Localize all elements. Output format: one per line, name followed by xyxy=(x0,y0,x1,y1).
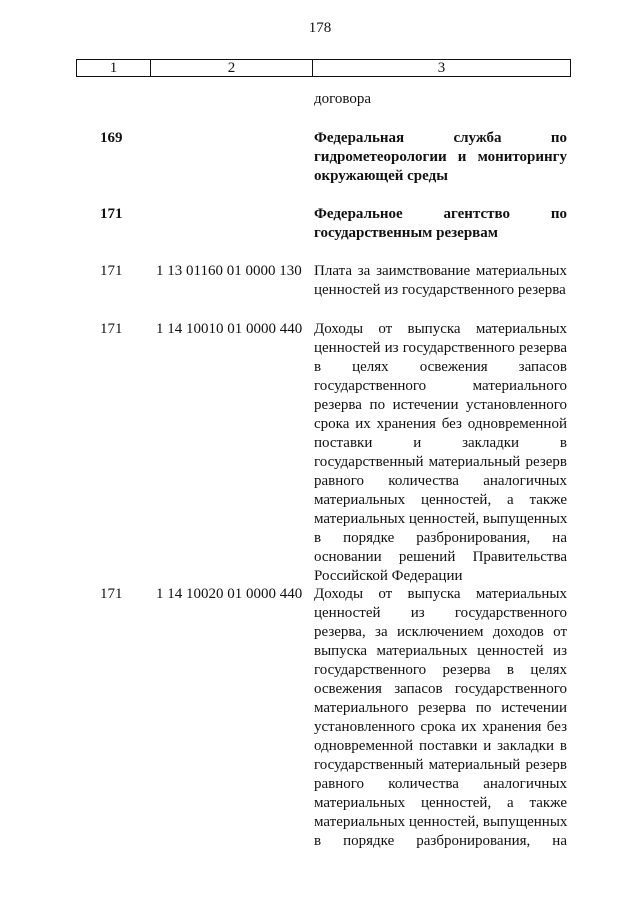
row-description xyxy=(314,129,567,186)
description-line: освежения запасов государственного xyxy=(314,681,567,697)
description-line: основании решений Правительства xyxy=(314,549,567,565)
description-line: государственного резерва в целях xyxy=(314,662,567,678)
description-line: материальных ценностей, выпущенных xyxy=(314,511,568,527)
description-line: в порядке разбронирования, на xyxy=(314,833,567,849)
revenue-code: 1 14 10010 01 0000 440 xyxy=(156,321,303,337)
description-line: материальных ценностей, а также xyxy=(314,492,567,508)
description-line: материальных ценностей, а также xyxy=(314,795,567,811)
description-line: резерва по истечении установленного xyxy=(314,397,567,413)
admin-code: 171 xyxy=(100,586,123,602)
description-line: окружающей среды xyxy=(314,168,448,184)
column-header-1: 1 xyxy=(77,60,151,77)
description-line: государственным резервам xyxy=(314,225,498,241)
description-line: ценностей из государственного xyxy=(314,605,567,621)
description-line: поставки и закладки в xyxy=(314,435,567,451)
description-line: материального резерва по истечении xyxy=(314,700,567,716)
row-description xyxy=(314,320,567,586)
description-line: Плата за заимствование материальных xyxy=(314,263,567,279)
description-line: установленного срока их хранения без xyxy=(314,719,567,735)
row-description xyxy=(314,585,567,851)
admin-code: 171 xyxy=(100,206,123,222)
description-line: равного количества аналогичных xyxy=(314,776,567,792)
description-line: государственного материального xyxy=(314,378,567,394)
description-line: выпуска материальных ценностей из xyxy=(314,643,567,659)
description-line: одновременной поставки и закладки в xyxy=(314,738,567,754)
column-header-2: 2 xyxy=(151,60,313,77)
row-description xyxy=(314,262,567,300)
description-line: государственный материальный резерв xyxy=(314,757,567,773)
description-line: Федеральная служба по xyxy=(314,130,567,146)
admin-code: 171 xyxy=(100,263,123,279)
admin-code: 171 xyxy=(100,321,123,337)
description-line: Федеральное агентство по xyxy=(314,206,567,222)
description-line: в целях освежения запасов xyxy=(314,359,567,375)
description-line: резерва, за исключением доходов от xyxy=(314,624,567,640)
revenue-code: 1 13 01160 01 0000 130 xyxy=(156,263,302,279)
revenue-code: 1 14 10020 01 0000 440 xyxy=(156,586,303,602)
description-line: равного количества аналогичных xyxy=(314,473,567,489)
column-header-table xyxy=(76,59,571,77)
continuation-description xyxy=(314,90,567,109)
page-number: 178 xyxy=(308,20,332,36)
description-line: договора xyxy=(314,91,372,107)
admin-code: 169 xyxy=(100,130,123,146)
description-line: в порядке разбронирования, на xyxy=(314,530,567,546)
description-line: ценностей из государственного резерва xyxy=(314,282,566,298)
description-line: ценностей из государственного резерва xyxy=(314,340,567,356)
description-line: Доходы от выпуска материальных xyxy=(314,321,567,337)
description-line: срока их хранения без одновременной xyxy=(314,416,567,432)
description-line: государственный материальный резерв xyxy=(314,454,567,470)
description-line: Российской Федерации xyxy=(314,568,463,584)
description-line: гидрометеорологии и мониторингу xyxy=(314,149,567,165)
description-line: Доходы от выпуска материальных xyxy=(314,586,567,602)
column-header-3: 3 xyxy=(313,60,571,77)
row-description xyxy=(314,205,567,243)
column-header-row xyxy=(77,60,571,77)
description-line: материальных ценностей, выпущенных xyxy=(314,814,568,830)
